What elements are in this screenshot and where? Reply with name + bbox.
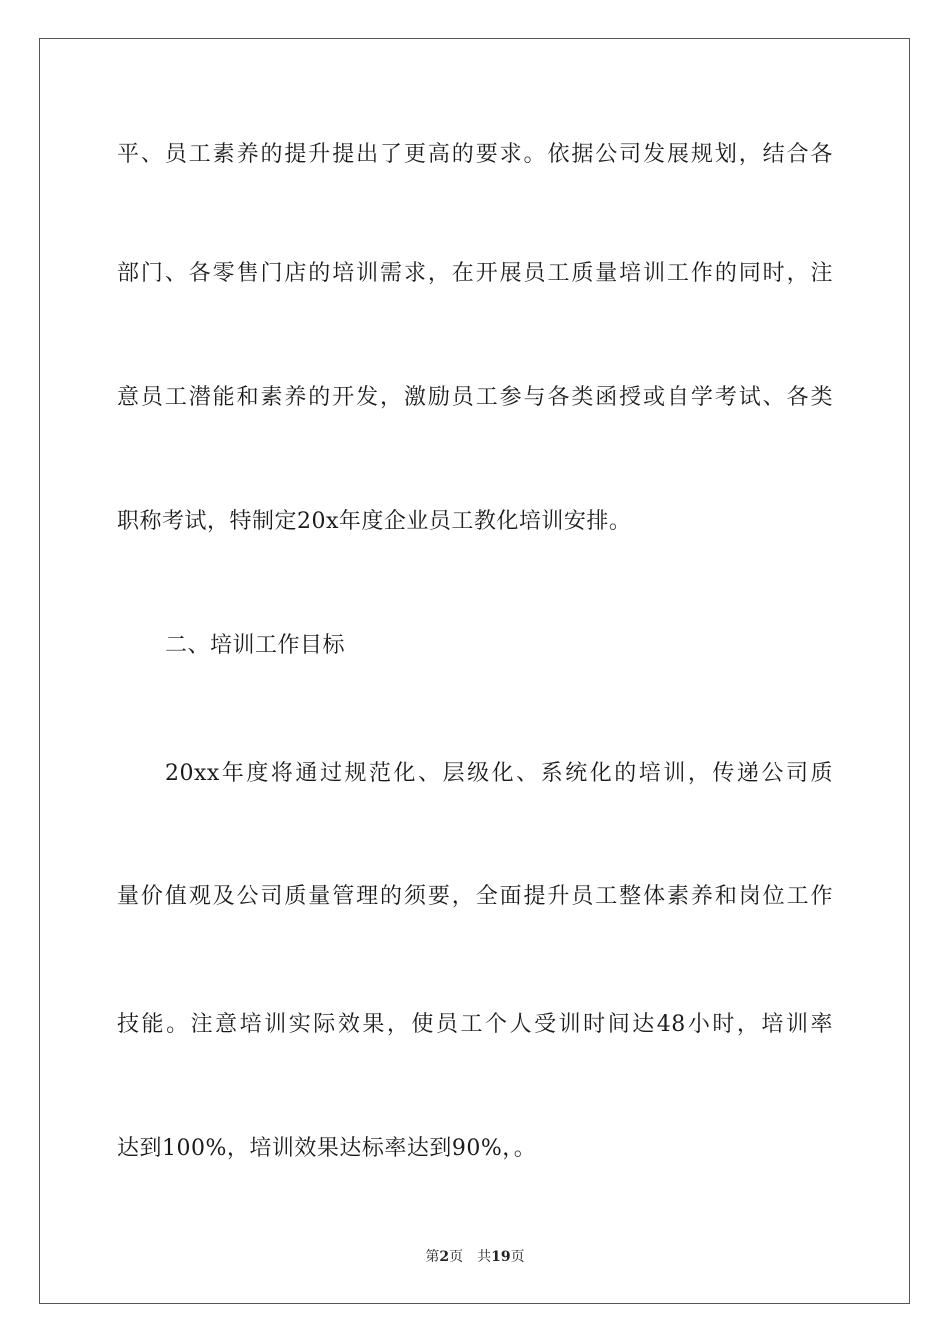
page-current: 2 (439, 1249, 450, 1265)
total-suffix: 页 (510, 1249, 525, 1265)
paragraph-2-line-2: 量价值观及公司质量管理的须要，全面提升员工整体素养和岗位工作 (117, 884, 833, 909)
paragraph-1-line-2: 部门、各零售门店的培训需求，在开展员工质量培训工作的同时，注 (117, 261, 833, 286)
paragraph-1-line-3: 意员工潜能和素养的开发，激励员工参与各类函授或自学考试、各类 (117, 385, 833, 410)
page-prefix: 第 (425, 1249, 440, 1265)
page-total: 19 (491, 1249, 511, 1265)
paragraph-2-line-1: 20xx年度将通过规范化、层级化、系统化的培训，传递公司质 (165, 761, 833, 786)
paragraph-1-line-1: 平、员工素养的提升提出了更高的要求。依据公司发展规划，结合各 (117, 142, 833, 167)
page-frame (39, 38, 910, 1304)
page-footer (0, 1248, 950, 1266)
page-suffix: 页 (449, 1249, 464, 1265)
paragraph-2-line-4: 达到100%，培训效果达标率达到90%，。 (117, 1136, 537, 1161)
paragraph-2-line-3: 技能。注意培训实际效果，使员工个人受训时间达48小时，培训率 (117, 1012, 833, 1037)
section-heading: 二、培训工作目标 (165, 633, 346, 658)
paragraph-1-line-4: 职称考试，特制定20x年度企业员工教化培训安排。 (117, 509, 632, 534)
total-prefix: 共 (477, 1249, 492, 1265)
